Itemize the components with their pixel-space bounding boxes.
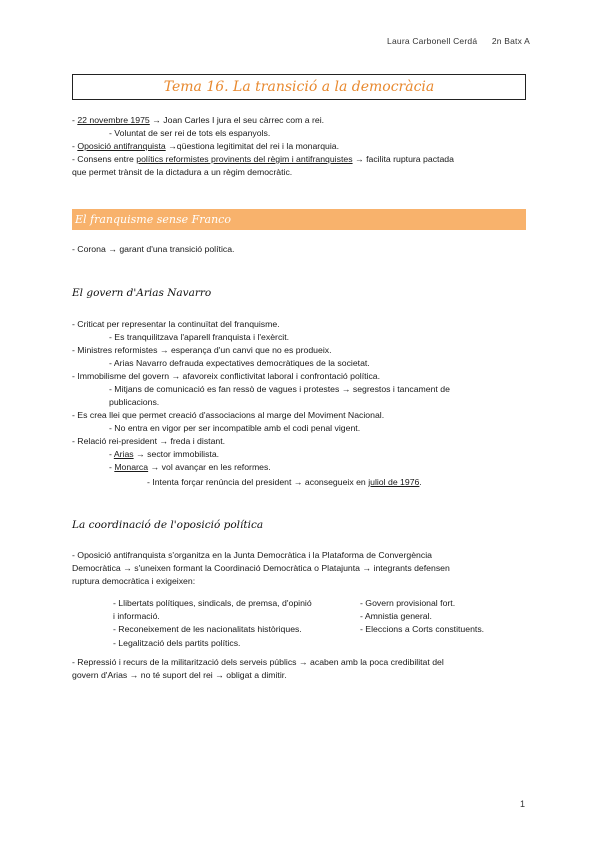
intro-line-1 (72, 114, 324, 127)
monarca-link: Monarca (114, 462, 149, 472)
july-link: juliol de 1976 (368, 477, 420, 487)
repression-line-2: govern d'Arias → no té suport del rei → obligat a dimitir. (72, 670, 287, 680)
demand-left-4: - Legalització dels partits polítics. (113, 638, 241, 648)
section-heading-coordinacio: La coordinació de l'oposició política (72, 519, 264, 531)
demand-right-3: - Eleccions a Corts constituents. (360, 624, 485, 634)
course-label: 2n Batx A (491, 36, 530, 46)
title-box (72, 74, 526, 100)
demand-right-1: - Govern provisional fort. (360, 598, 456, 608)
intro-line-3 (72, 140, 339, 153)
page-title: Tema 16. La transició a la democràcia (163, 79, 435, 95)
page-number: 1 (519, 799, 525, 809)
opposition-link: Oposició antifranquista (77, 141, 166, 151)
arias-line-5: - Immobilisme del govern → afavoreix conflictivitat laboral i confrontació política. (72, 371, 381, 381)
intro-text: - Consens entre (72, 154, 137, 164)
demand-left-2: i informació. (113, 611, 160, 621)
bullet: - (109, 449, 114, 459)
section-heading-franquisme: El franquisme sense Franco (75, 213, 231, 226)
text: → vol avançar en les reformes. (148, 462, 271, 472)
repression-line-1: - Repressió i recurs de la militarització dels serveis públics → acaben amb la poca credibilitat del (72, 657, 444, 667)
coord-line-2: Democràtica → s'uneixen formant la Coordinació Democràtica o Platajunta → integrants defensen (72, 563, 450, 573)
intro-text: →qüestiona legitimitat del rei i la monarquia. (165, 141, 340, 151)
date-link: 22 novembre 1975 (77, 115, 150, 125)
consensus-link: polítics reformistes provinents del règim i antifranquistes (136, 154, 353, 164)
arias-line-2: - Es tranquilitzava l'aparell franquista i l'exèrcit. (109, 332, 290, 342)
coord-line-1: - Oposició antifranquista s'organitza en la Junta Democràtica i la Plataforma de Convergència (72, 550, 432, 560)
arias-line-1: - Criticat per representar la continuïtat del franquisme. (72, 319, 280, 329)
demand-right-2: - Amnistia general. (360, 611, 432, 621)
coord-line-3: ruptura democràtica i exigeixen: (72, 576, 196, 586)
arias-line-3: - Ministres reformistes → esperança d'un canvi que no es produeix. (72, 345, 332, 355)
text: - Intenta forçar renúncia del president → aconsegueix en (147, 477, 369, 487)
arias-line-6: - Mitjans de comunicació es fan ressò de vagues i protestes → segrestos i tancament de (109, 384, 450, 394)
arias-line-12 (109, 461, 271, 474)
intro-text: → facilita ruptura pactada (352, 154, 454, 164)
intro-bullet: - (72, 115, 78, 125)
demand-left-1: - Llibertats polítiques, sindicals, de premsa, d'opinió (113, 598, 312, 608)
arias-line-7: publicacions. (109, 397, 160, 407)
arias-line-4: - Arias Navarro defrauda expectatives democràtiques de la societat. (109, 358, 370, 368)
intro-line-4 (72, 153, 526, 166)
demand-left-3: - Reconeixement de les nacionalitats històriques. (113, 624, 302, 634)
arias-link: Arias (113, 449, 134, 459)
arias-line-10: - Relació rei-president → freda i distant. (72, 436, 226, 446)
intro-bullet: - (72, 141, 78, 151)
arias-line-8: - Es crea llei que permet creació d'associacions al marge del Moviment Nacional. (72, 410, 385, 420)
text: → sector immobilista. (133, 449, 220, 459)
section-band (72, 209, 526, 230)
intro-text: → Joan Carles I jura el seu càrrec com a rei. (149, 115, 325, 125)
section-heading-arias: El govern d'Arias Navarro (72, 287, 212, 299)
arias-line-11 (109, 448, 219, 461)
corona-line: - Corona → garant d'una transició política. (72, 244, 235, 254)
arias-line-13 (147, 476, 422, 489)
text: . (419, 477, 422, 487)
intro-line-2: - Voluntat de ser rei de tots els espanyols. (109, 128, 271, 138)
page-header (387, 36, 530, 46)
intro-line-5: que permet trànsit de la dictadura a un règim democràtic. (72, 167, 293, 177)
author-name: Laura Carbonell Cerdá (387, 36, 478, 46)
bullet: - (109, 462, 115, 472)
arias-line-9: - No entra en vigor per ser incompatible amb el codi penal vigent. (109, 423, 361, 433)
